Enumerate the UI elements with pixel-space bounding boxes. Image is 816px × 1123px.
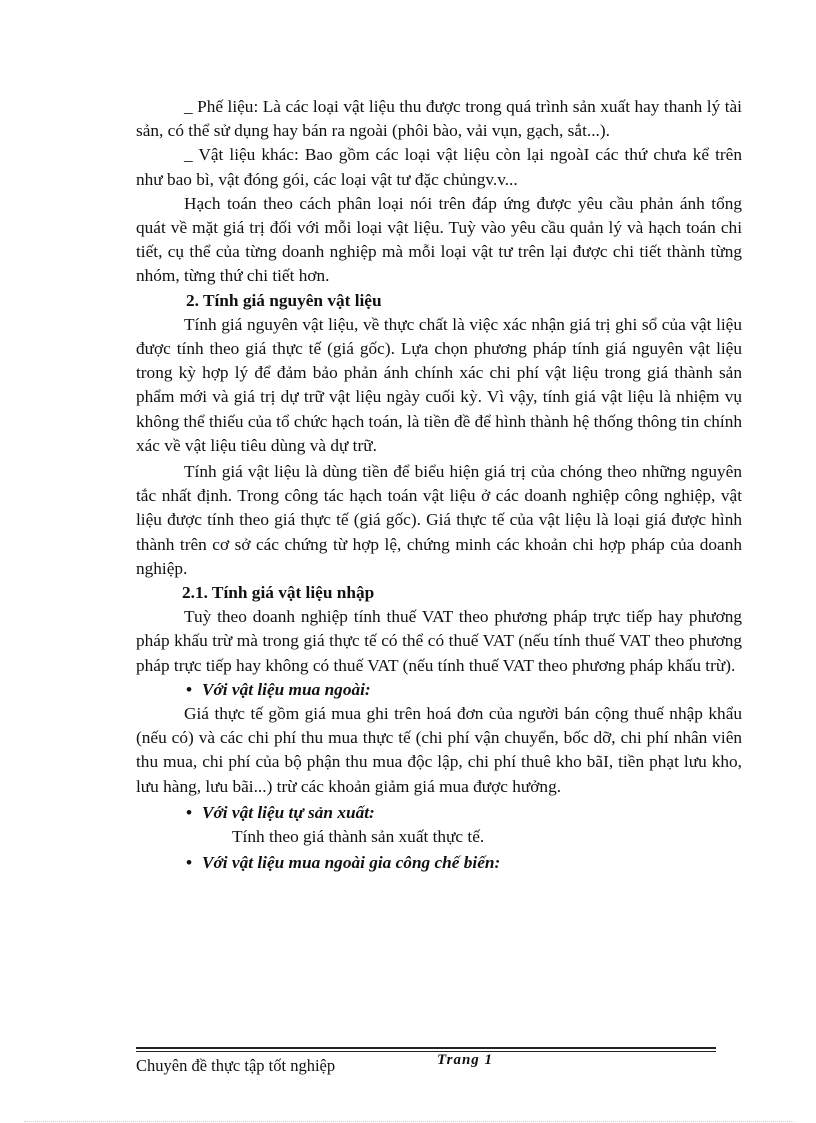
paragraph-tinh-gia-1: Tính giá nguyên vật liệu, về thực chất là việc xác nhận giá trị ghi sổ của vật liệu được tính theo giá thực tế (giá gốc). Lựa chọn phương pháp tính giá nguyên vật liệu trong kỳ hợp lý để đảm bảo phản ánh chính xác chi phí vật liệu trong giá thành sản phẩm mới và giá trị dự trữ vật liệu ngày cuối kỳ. Vì vậy, tính giá vật liệu là nhiệm vụ không thể thiếu của tổ chức hạch toán, là tiền đề để hình thành hệ thống thông tin chính xác về vật liệu tiêu dùng và dự trữ. (136, 314, 742, 455)
bullet-tu-san-xuat (136, 801, 742, 825)
bullet-icon: • (186, 802, 193, 822)
bullet-mua-ngoai (136, 678, 742, 702)
paragraph-phe-lieu: _ Phế liệu: Là các loại vật liệu thu được trong quá trình sản xuất hay thanh lý tài sản, có thể sử dụng hay bán ra ngoài (phôi bào, vải vụn, gạch, sắt...). (136, 97, 742, 141)
paragraph-hach-toan: Hạch toán theo cách phân loại nói trên đáp ứng được yêu cầu phản ánh tổng quát về mặt giá trị đối với mỗi loại vật liệu. Tuỳ vào yêu cầu quản lý và hạch toán chi tiết, cụ thể của từng doanh nghiệp mà mỗi loại vật tư trên lại được chi tiết thành từng nhóm, từng thứ chi tiết hơn. (136, 193, 742, 286)
subsection-heading-vat-lieu-nhap: 2.1. Tính giá vật liệu nhập (182, 583, 375, 603)
paragraph-vat-lieu-khac: _ Vật liệu khác: Bao gồm các loại vật liệu còn lại ngoàI các thứ chưa kể trên như bao bì, vật đóng gói, các loại vật tư đặc chủngv.v... (136, 145, 742, 189)
section-heading-tinh-gia: 2. Tính giá nguyên vật liệu (186, 290, 382, 310)
document-body (136, 95, 742, 876)
footer-divider (136, 1047, 716, 1053)
bullet-gia-cong (136, 851, 742, 875)
paragraph-gia-thanh: Tính theo giá thành sản xuất thực tế. (232, 827, 485, 847)
footer-title: Chuyên đề thực tập tốt nghiệp (136, 1056, 336, 1075)
bullet-label: Với vật liệu mua ngoài gia công chế biến: (202, 853, 501, 873)
paragraph-gia-thuc-te: Giá thực tế gồm giá mua ghi trên hoá đơn của người bán cộng thuế nhập khẩu (nếu có) và các chi phí thu mua thực tế (chi phí vận chuyển, bốc dỡ, chi phí nhân viên thu mua, chi phí của bộ phận thu mua độc lập, chi phí thuê kho bãI, tiền phạt lưu kho, lưu hàng, lưu bãi...) trừ các khoản giảm giá mua được hưởng. (136, 704, 742, 796)
bullet-label: Với vật liệu tự sản xuất: (202, 802, 375, 822)
paragraph-thue-vat: Tuỳ theo doanh nghiệp tính thuế VAT theo phương pháp trực tiếp hay phương pháp khấu trừ mà trong giá thực tế có thể có thuế VAT (nếu tính thuế VAT theo phương pháp trực tiếp hay không có thuế VAT (nếu tính thuế VAT theo phương pháp khấu trừ). (136, 607, 742, 675)
bullet-icon: • (186, 853, 193, 873)
bullet-icon: • (186, 679, 193, 699)
page-edge-divider (24, 1121, 794, 1122)
paragraph-tinh-gia-2: Tính giá vật liệu là dùng tiền để biểu hiện giá trị của chóng theo những nguyên tắc nhất định. Trong công tác hạch toán vật liệu ở các doanh nghiệp công nghiệp, vật liệu được tính theo giá thực tế (giá gốc). Giá thực tế của vật liệu là loại giá được hình thành trên cơ sở các chứng từ hợp lệ, chứng minh các khoản chi hợp pháp của doanh nghiệp. (136, 462, 742, 578)
page-number: Trang 1 (437, 1052, 494, 1068)
bullet-label: Với vật liệu mua ngoài: (202, 679, 371, 699)
